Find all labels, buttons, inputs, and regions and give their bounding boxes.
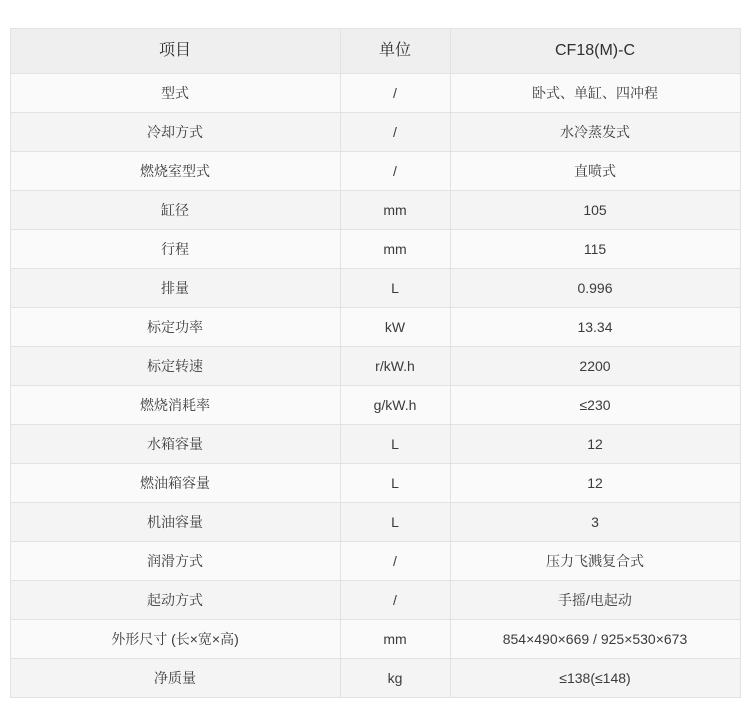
cell-item: 缸径 <box>10 191 340 230</box>
cell-value: 直喷式 <box>450 152 740 191</box>
cell-unit: r/kW.h <box>340 347 450 386</box>
cell-item: 冷却方式 <box>10 113 340 152</box>
cell-item: 行程 <box>10 230 340 269</box>
cell-unit: mm <box>340 230 450 269</box>
cell-item: 排量 <box>10 269 340 308</box>
table-row <box>10 425 740 464</box>
cell-item: 起动方式 <box>10 581 340 620</box>
cell-value: 2200 <box>450 347 740 386</box>
cell-unit: / <box>340 581 450 620</box>
cell-value: 13.34 <box>450 308 740 347</box>
cell-value: 0.996 <box>450 269 740 308</box>
cell-value: ≤230 <box>450 386 740 425</box>
table-row <box>10 191 740 230</box>
cell-unit: L <box>340 425 450 464</box>
table-row <box>10 74 740 113</box>
cell-unit: kW <box>340 308 450 347</box>
table-row <box>10 308 740 347</box>
cell-unit: mm <box>340 620 450 659</box>
cell-item: 净质量 <box>10 659 340 698</box>
cell-value: 115 <box>450 230 740 269</box>
cell-unit: / <box>340 152 450 191</box>
cell-unit: L <box>340 503 450 542</box>
cell-unit: g/kW.h <box>340 386 450 425</box>
cell-unit: mm <box>340 191 450 230</box>
cell-unit: L <box>340 269 450 308</box>
column-header-model: CF18(M)-C <box>450 29 740 74</box>
table-row <box>10 503 740 542</box>
table-row <box>10 347 740 386</box>
column-header-item: 项目 <box>10 29 340 74</box>
cell-value: ≤138(≤148) <box>450 659 740 698</box>
column-header-unit: 单位 <box>340 29 450 74</box>
table-row <box>10 269 740 308</box>
table-header <box>10 29 740 74</box>
cell-item: 润滑方式 <box>10 542 340 581</box>
table-row <box>10 659 740 698</box>
cell-value: 105 <box>450 191 740 230</box>
cell-value: 12 <box>450 464 740 503</box>
cell-value: 手摇/电起动 <box>450 581 740 620</box>
table-row <box>10 464 740 503</box>
table-body <box>10 74 740 698</box>
cell-item: 燃烧消耗率 <box>10 386 340 425</box>
table-row <box>10 542 740 581</box>
cell-unit: / <box>340 74 450 113</box>
table-row <box>10 581 740 620</box>
cell-unit: / <box>340 113 450 152</box>
table-header-row <box>10 29 740 74</box>
table-row <box>10 152 740 191</box>
cell-unit: L <box>340 464 450 503</box>
cell-item: 标定功率 <box>10 308 340 347</box>
cell-item: 燃烧室型式 <box>10 152 340 191</box>
cell-item: 水箱容量 <box>10 425 340 464</box>
engine-specification-table <box>10 28 741 698</box>
cell-value: 压力飞溅复合式 <box>450 542 740 581</box>
cell-item: 燃油箱容量 <box>10 464 340 503</box>
table-row <box>10 230 740 269</box>
cell-unit: kg <box>340 659 450 698</box>
cell-value: 卧式、单缸、四冲程 <box>450 74 740 113</box>
cell-unit: / <box>340 542 450 581</box>
table-row <box>10 113 740 152</box>
cell-value: 12 <box>450 425 740 464</box>
cell-item: 机油容量 <box>10 503 340 542</box>
cell-value: 854×490×669 / 925×530×673 <box>450 620 740 659</box>
cell-value: 水冷蒸发式 <box>450 113 740 152</box>
cell-value: 3 <box>450 503 740 542</box>
cell-item: 标定转速 <box>10 347 340 386</box>
cell-item: 型式 <box>10 74 340 113</box>
table-row <box>10 386 740 425</box>
cell-item: 外形尺寸 (长×宽×高) <box>10 620 340 659</box>
table-row <box>10 620 740 659</box>
